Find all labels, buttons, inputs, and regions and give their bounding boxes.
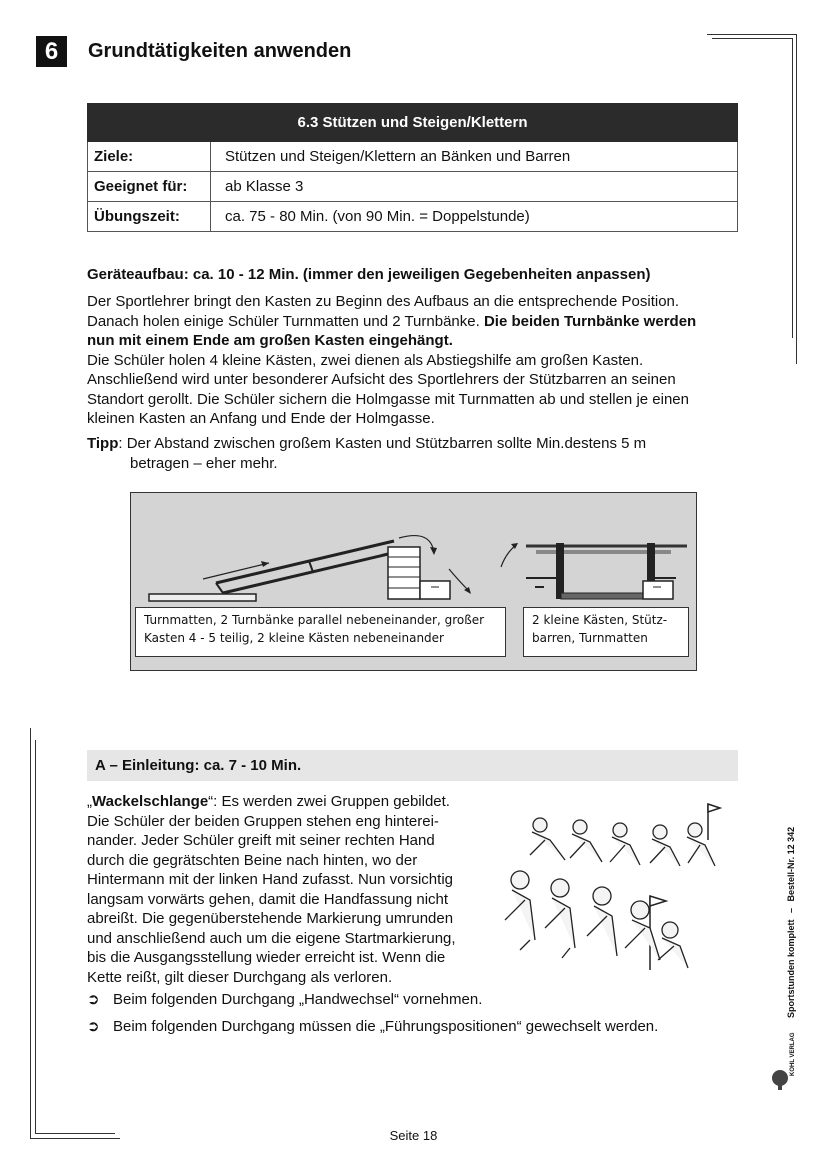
caption-line: 2 kleine Kästen, Stütz- [532,613,668,627]
bullet-text: Beim folgenden Durchgang „Handwechsel“ vornehmen. [113,991,483,1008]
table-label: Geeignet für: [88,172,211,202]
game-line: langsam vorwärts gehen, damit die Handfassung nicht [87,890,449,908]
side-label-text [781,827,801,1018]
side-dash: – [786,907,796,913]
caption-line: barren, Turnmatten [532,631,648,645]
table-row [88,142,738,172]
setup-line: Der Sportlehrer bringt den Kasten zu Beginn des Aufbaus an die entsprechende Position. [87,293,680,310]
page-number: Seite 18 [389,1128,438,1143]
setup-text-normal: Danach holen einige Schüler Turnmatten und 2 Turnbänke. [87,312,484,330]
tip-label: Tipp [87,435,119,452]
table-label: Ziele: [88,142,211,172]
setup-line: kleinen Kasten an Anfang und Ende der Holmgasse. [87,410,435,427]
table-value: ca. 75 - 80 Min. (von 90 Min. = Doppelstunde) [211,202,738,232]
game-line: bis die Ausgangsstellung wieder erreicht ist. Wenn die [87,949,446,966]
caption-line: Kasten 4 - 5 teilig, 2 kleine Kästen nebeneinander [144,631,444,645]
frame-line-right-2 [792,38,793,338]
table-label: Übungszeit: [88,202,211,232]
setup-heading: Geräteaufbau: ca. 10 - 12 Min. (immer den jeweiligen Gegebenheiten anpassen) [87,266,651,283]
frame-line-right [796,34,797,364]
chapter-number: 6 [36,36,67,67]
caption-right [523,607,689,657]
table-value: ab Klasse 3 [211,172,738,202]
frame-line-left-2 [35,740,36,1133]
game-line: Kette reißt, gilt dieser Durchgang als verloren. [87,968,393,986]
game-line: durch die gegrätschten Beine nach hinten, wo der [87,851,418,869]
bullet-item [87,1017,658,1035]
game-line: nander. Jeder Schüler greift mit seiner rechten Hand [87,832,435,849]
arrow-right-icon: ➲ [87,991,100,1008]
setup-line: Anschließend wird unter besonderer Aufsicht des Sportlehrers der Stützbarren an seinen [87,371,676,388]
side-order-no: Bestell-Nr. 12 342 [786,826,796,902]
arrow-right-icon: ➲ [87,1018,100,1035]
tip-line: betragen – eher mehr. [130,454,278,472]
tree-logo-icon [768,1068,792,1092]
side-label [781,808,805,1018]
children-illustration [490,800,740,975]
game-line: Hintermann mit der linken Hand zufasst. Nun vorsichtig [87,871,453,888]
caption-left [135,607,506,657]
game-line: Die Schüler der beiden Gruppen stehen eng hinterei- [87,812,439,830]
side-title: Sportstunden komplett [786,919,796,1018]
game-line [87,792,487,812]
info-table [87,103,738,232]
game-name: Wackelschlange [92,793,209,810]
tip-text: : Der Abstand zwischen großem Kasten und Stützbarren sollte Min.destens 5 m [118,435,647,452]
chapter-title: Grundtätigkeiten anwenden [88,40,352,62]
equipment-diagram [130,492,697,671]
bullet-item [87,990,482,1008]
game-line: abreißt. Die gegenüberstehende Markierung umrunden [87,910,454,927]
setup-line [87,312,747,332]
frame-line-top-right [707,34,797,35]
game-description [87,792,487,987]
frame-line-left [30,728,31,1138]
table-header: 6.3 Stützen und Steigen/Klettern [88,104,738,142]
setup-text-bold: Die beiden Turnbänke werden [483,312,697,330]
setup-line: Die Schüler holen 4 kleine Kästen, zwei dienen als Abstiegshilfe am großen Kasten. [87,351,644,369]
bullet-text: Beim folgenden Durchgang müssen die „Führungspositionen“ gewechselt werden. [113,1018,659,1035]
frame-line-top-right-2 [712,38,792,39]
game-line: und anschließend auch um die eigene Startmarkierung, [87,929,456,947]
table-row [88,172,738,202]
table-row [88,202,738,232]
setup-line: nun mit einem Ende am großen Kasten eingehängt. [87,332,453,349]
caption-line: Turnmatten, 2 Turnbänke parallel nebeneinander, großer [144,613,485,627]
tip-line [87,434,747,454]
publisher-logo-text: KOHL VERLAG [790,1032,796,1076]
tip [87,434,747,473]
table-value: Stützen und Steigen/Klettern an Bänken und Barren [211,142,738,172]
setup-line: Standort gerollt. Die Schüler sichern die Holmgasse mit Turnmatten ab und stellen je einen [87,390,689,408]
table-header-row [88,104,738,142]
setup-text [87,292,747,429]
game-text: “: Es werden zwei Gruppen gebildet. [208,793,450,810]
game-quote: „ [87,793,92,810]
section-heading: A – Einleitung: ca. 7 - 10 Min. [87,750,738,781]
